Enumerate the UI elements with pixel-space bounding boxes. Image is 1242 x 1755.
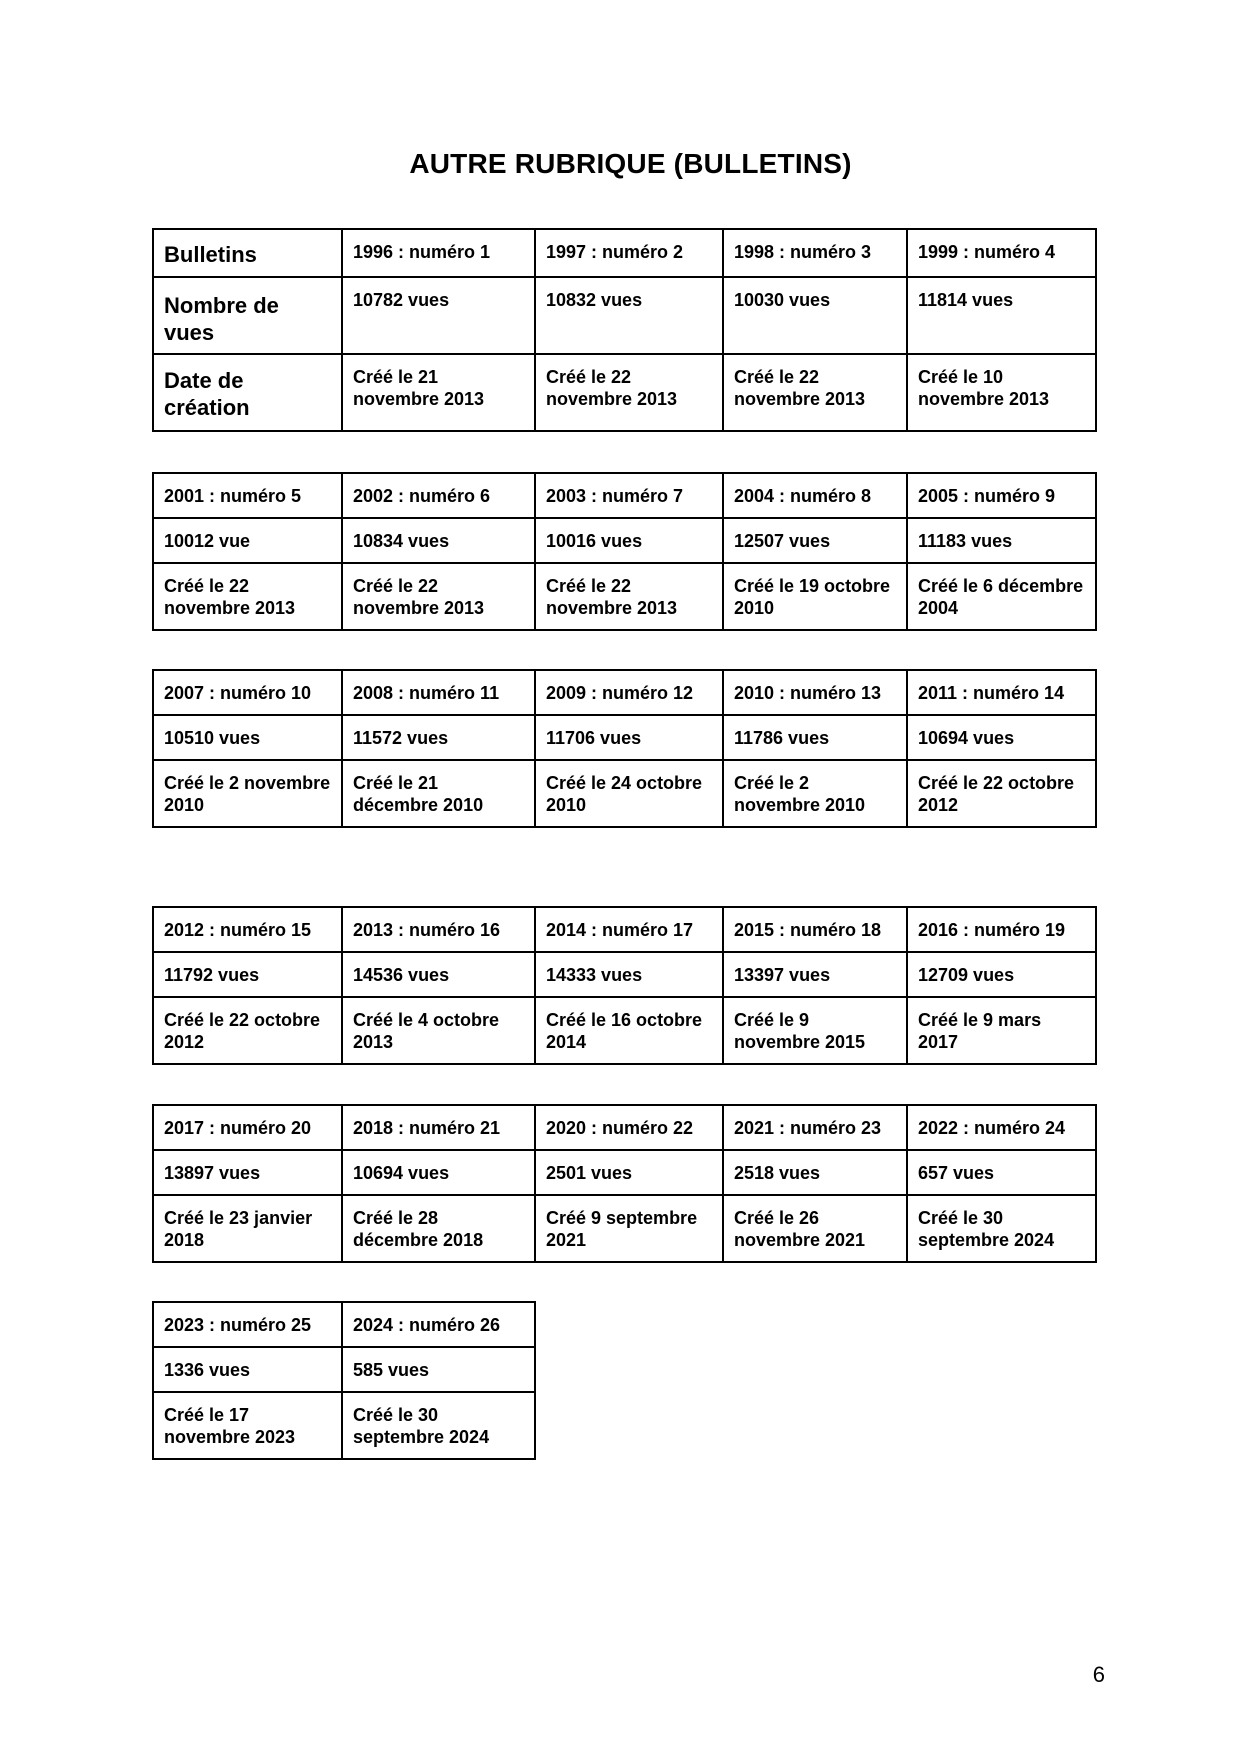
page-number: 6: [1092, 1662, 1105, 1687]
bulletin-cell: 2014 : numéro 17: [535, 907, 723, 952]
views-cell: 11814 vues: [907, 277, 1096, 354]
bulletin-cell: 2008 : numéro 11: [342, 670, 535, 715]
created-cell: Créé le 4 octobre 2013: [342, 997, 535, 1064]
bulletin-cell: 2007 : numéro 10: [153, 670, 342, 715]
created-cell: Créé le 17 novembre 2023: [153, 1392, 342, 1459]
created-cell: Créé le 9 novembre 2015: [723, 997, 907, 1064]
bulletins-table-2: [152, 472, 1097, 631]
bulletin-cell: 2017 : numéro 20: [153, 1105, 342, 1150]
views-cell: 11792 vues: [153, 952, 342, 997]
created-cell: Créé le 30 septembre 2024: [907, 1195, 1096, 1262]
bulletin-cell: 2024 : numéro 26: [342, 1302, 535, 1347]
views-cell: 10694 vues: [907, 715, 1096, 760]
views-cell: 10782 vues: [342, 277, 535, 354]
views-cell: 10510 vues: [153, 715, 342, 760]
views-cell: 11706 vues: [535, 715, 723, 760]
bulletin-cell: 2018 : numéro 21: [342, 1105, 535, 1150]
bulletin-cell: 1996 : numéro 1: [342, 229, 535, 277]
bulletin-cell: 2020 : numéro 22: [535, 1105, 723, 1150]
created-cell: Créé le 2 novembre 2010: [723, 760, 907, 827]
views-cell: 1336 vues: [153, 1347, 342, 1392]
created-cell: Créé le 22 octobre 2012: [907, 760, 1096, 827]
views-cell: 2501 vues: [535, 1150, 723, 1195]
bulletin-cell: 2011 : numéro 14: [907, 670, 1096, 715]
created-cell: Créé le 10 novembre 2013: [907, 354, 1096, 431]
created-cell: Créé le 21 décembre 2010: [342, 760, 535, 827]
bulletin-cell: 2013 : numéro 16: [342, 907, 535, 952]
views-cell: 11786 vues: [723, 715, 907, 760]
bulletins-table-1: [152, 228, 1097, 432]
created-cell: Créé le 2 novembre 2010: [153, 760, 342, 827]
created-cell: Créé le 19 octobre 2010: [723, 563, 907, 630]
bulletin-cell: 2012 : numéro 15: [153, 907, 342, 952]
bulletin-cell: 2023 : numéro 25: [153, 1302, 342, 1347]
created-cell: Créé le 9 mars 2017: [907, 997, 1096, 1064]
views-cell: 657 vues: [907, 1150, 1096, 1195]
created-cell: Créé le 6 décembre 2004: [907, 563, 1096, 630]
bulletin-cell: 2002 : numéro 6: [342, 473, 535, 518]
views-cell: 10832 vues: [535, 277, 723, 354]
views-cell: 10030 vues: [723, 277, 907, 354]
created-cell: Créé le 22 octobre 2012: [153, 997, 342, 1064]
bulletin-cell: 2022 : numéro 24: [907, 1105, 1096, 1150]
views-cell: 10694 vues: [342, 1150, 535, 1195]
bulletin-cell: 2003 : numéro 7: [535, 473, 723, 518]
created-cell: Créé le 22 novembre 2013: [723, 354, 907, 431]
views-cell: 585 vues: [342, 1347, 535, 1392]
bulletin-cell: 2004 : numéro 8: [723, 473, 907, 518]
row-header-views: Nombre de vues: [153, 277, 342, 354]
bulletin-cell: 2015 : numéro 18: [723, 907, 907, 952]
bulletin-cell: 2001 : numéro 5: [153, 473, 342, 518]
created-cell: Créé le 21 novembre 2013: [342, 354, 535, 431]
views-cell: 13897 vues: [153, 1150, 342, 1195]
created-cell: Créé le 30 septembre 2024: [342, 1392, 535, 1459]
row-header-created: Date de création: [153, 354, 342, 431]
bulletins-table-4: [152, 906, 1097, 1065]
views-cell: 12709 vues: [907, 952, 1096, 997]
created-cell: Créé le 22 novembre 2013: [153, 563, 342, 630]
created-cell: Créé le 26 novembre 2021: [723, 1195, 907, 1262]
created-cell: Créé le 22 novembre 2013: [342, 563, 535, 630]
bulletin-cell: 2005 : numéro 9: [907, 473, 1096, 518]
bulletin-cell: 2016 : numéro 19: [907, 907, 1096, 952]
views-cell: 10012 vue: [153, 518, 342, 563]
bulletin-cell: 2010 : numéro 13: [723, 670, 907, 715]
created-cell: Créé le 28 décembre 2018: [342, 1195, 535, 1262]
page-title: AUTRE RUBRIQUE (BULLETINS): [409, 148, 852, 179]
bulletin-cell: 2021 : numéro 23: [723, 1105, 907, 1150]
bulletin-cell: 1997 : numéro 2: [535, 229, 723, 277]
created-cell: Créé le 22 novembre 2013: [535, 563, 723, 630]
bulletins-table-6: [152, 1301, 536, 1460]
bulletin-cell: 1999 : numéro 4: [907, 229, 1096, 277]
created-cell: Créé le 24 octobre 2010: [535, 760, 723, 827]
views-cell: 12507 vues: [723, 518, 907, 563]
bulletins-table-3: [152, 669, 1097, 828]
bulletin-cell: 1998 : numéro 3: [723, 229, 907, 277]
views-cell: 10016 vues: [535, 518, 723, 563]
created-cell: Créé le 16 octobre 2014: [535, 997, 723, 1064]
views-cell: 14536 vues: [342, 952, 535, 997]
views-cell: 14333 vues: [535, 952, 723, 997]
views-cell: 2518 vues: [723, 1150, 907, 1195]
bulletin-cell: 2009 : numéro 12: [535, 670, 723, 715]
created-cell: Créé le 23 janvier 2018: [153, 1195, 342, 1262]
bulletins-table-5: [152, 1104, 1097, 1263]
views-cell: 11572 vues: [342, 715, 535, 760]
views-cell: 11183 vues: [907, 518, 1096, 563]
views-cell: 13397 vues: [723, 952, 907, 997]
row-header-bulletins: Bulletins: [153, 229, 342, 277]
created-cell: Créé 9 septembre 2021: [535, 1195, 723, 1262]
views-cell: 10834 vues: [342, 518, 535, 563]
created-cell: Créé le 22 novembre 2013: [535, 354, 723, 431]
